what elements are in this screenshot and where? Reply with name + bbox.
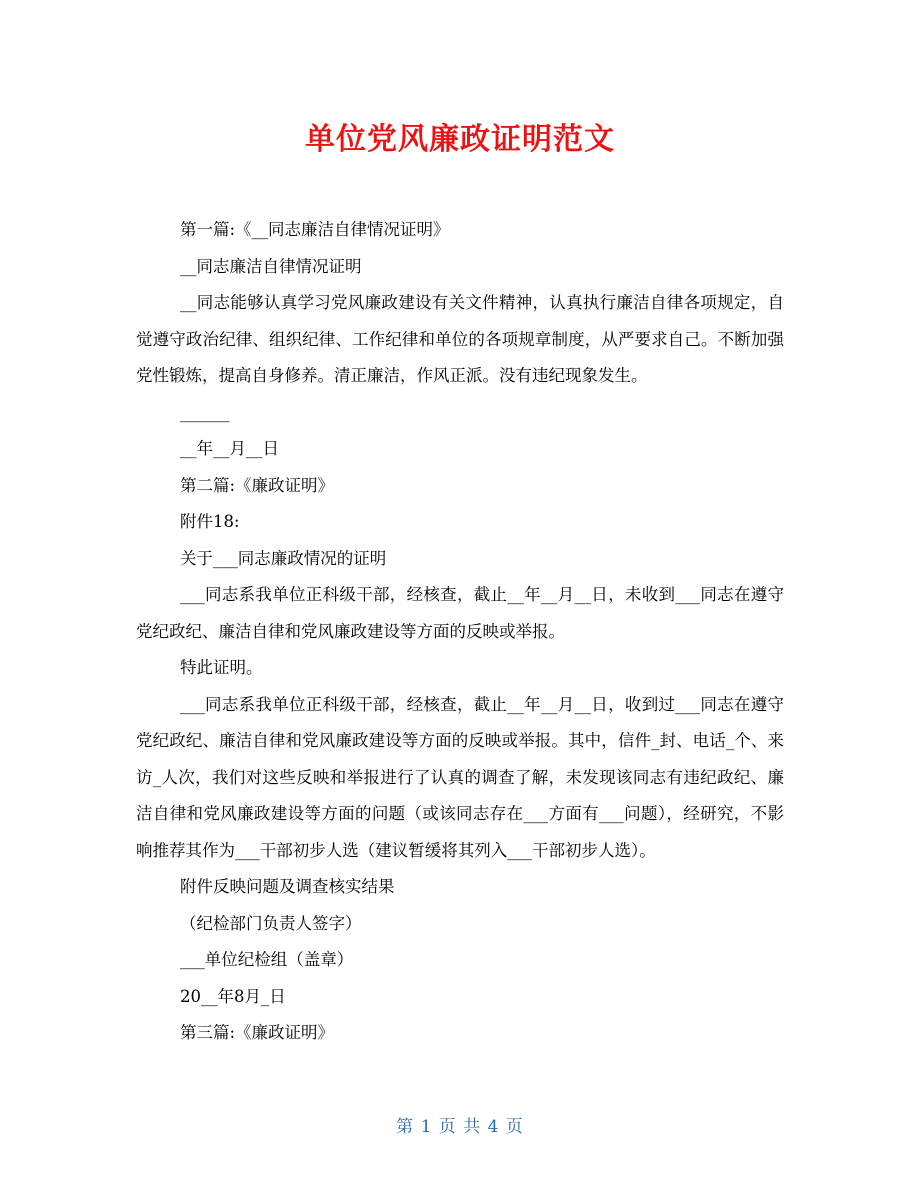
section-2-heading: 第二篇:《廉政证明》 xyxy=(180,475,335,495)
attachment-results: 附件反映问题及调查核实结果 xyxy=(180,877,395,896)
date-line-2: 20__年8月_日 xyxy=(180,986,286,1006)
signature-line: ______ xyxy=(180,402,230,422)
page-footer: 第 1 页 共 4 页 xyxy=(396,1117,524,1137)
certificate-body-no-report: ___同志系我单位正科级干部，经核查，截止__年__月__日，未收到___同志在遵守党纪政纪、廉洁自律和党风廉政建设等方面的反映或举报。 xyxy=(136,585,784,641)
section-1-body: __同志能够认真学习党风廉政建设有关文件精神，认真执行廉洁自律各项规定，自觉遵守政治纪律、组织纪律、工作纪律和单位的各项规章制度，从严要求自己。不断加强党性锻炼，提高自身修养。清正廉洁，作风正派。没有违纪现象发生。 xyxy=(136,293,784,385)
document-body xyxy=(136,212,784,1052)
section-1-heading: 第一篇:《__同志廉洁自律情况证明》 xyxy=(180,220,450,239)
section-3-heading: 第三篇:《廉政证明》 xyxy=(180,1023,335,1042)
document-title: 单位党风廉政证明范文 xyxy=(305,122,615,157)
section-1-subtitle: __同志廉洁自律情况证明 xyxy=(180,256,362,276)
certificate-title: 关于___同志廉政情况的证明 xyxy=(180,548,387,568)
certification-statement: 特此证明。 xyxy=(180,658,263,677)
signature-note: （纪检部门负责人签字） xyxy=(180,913,362,933)
seal-line: ___单位纪检组（盖章） xyxy=(180,950,354,969)
certificate-body-with-report: ___同志系我单位正科级干部，经核查，截止__年__月__日，收到过___同志在遵守党纪政纪、廉洁自律和党风廉政建设等方面的反映或举报。其中，信件_封、电话_个、来访_人次，我们对这些反映和举报进行了认真的调查了解，未发现该同志有违纪政纪、廉洁自律和党风廉政建设等方面的问题（或该同志存在___方面有___问题），经研究，不影响推荐其作为___干部初步人选（建议暂缓将其列入___干部初步人选）。 xyxy=(136,694,784,860)
attachment-label: 附件18: xyxy=(180,512,240,531)
date-line: __年__月__日 xyxy=(180,439,279,458)
